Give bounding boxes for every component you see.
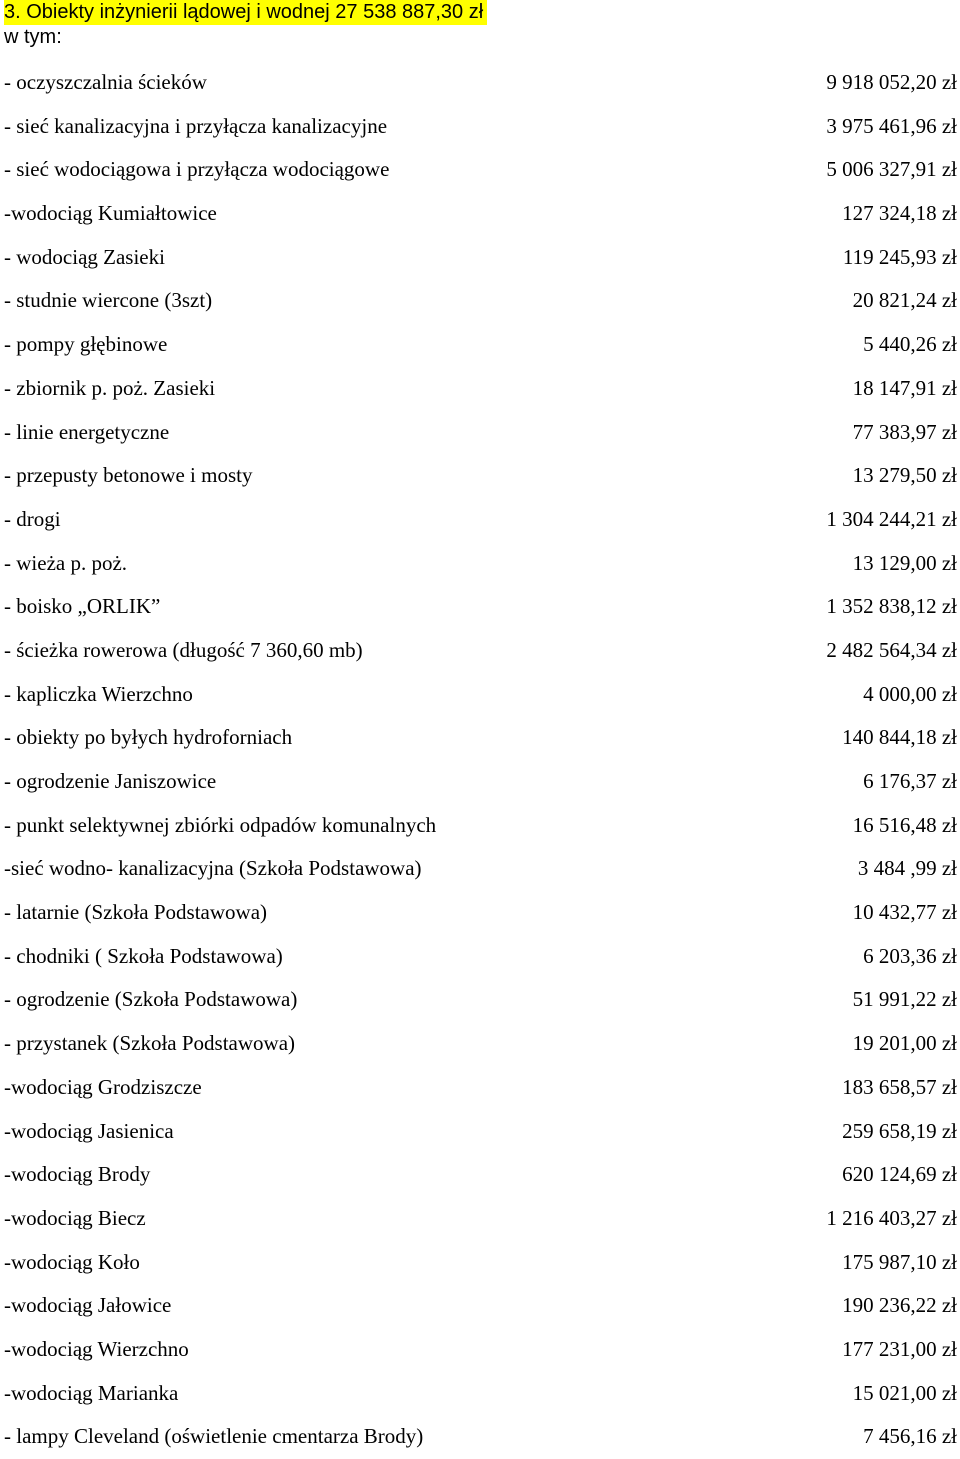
item-value: 1 304 244,21 zł bbox=[826, 506, 957, 531]
list-item bbox=[4, 1372, 957, 1416]
list-item bbox=[4, 323, 957, 367]
item-label: - linie energetyczne bbox=[4, 419, 170, 444]
list-item bbox=[4, 1241, 957, 1285]
item-label: - przystanek (Szkoła Podstawowa) bbox=[4, 1031, 296, 1056]
item-label: - zbiornik p. poż. Zasieki bbox=[4, 375, 216, 400]
list-item bbox=[4, 716, 957, 760]
list-item bbox=[4, 1153, 957, 1197]
item-label: - chodniki ( Szkoła Podstawowa) bbox=[4, 943, 283, 968]
list-item bbox=[4, 1284, 957, 1328]
item-label: - boisko „ORLIK” bbox=[4, 594, 161, 619]
item-value: 16 516,48 zł bbox=[852, 812, 957, 837]
item-label: - lampy Cleveland (oświetlenie cmentarza Brody) bbox=[4, 1424, 424, 1449]
list-item bbox=[4, 61, 957, 105]
item-value: 1 352 838,12 zł bbox=[826, 594, 957, 619]
item-label: -wodociąg Koło bbox=[4, 1249, 140, 1274]
item-value: 1 216 403,27 zł bbox=[826, 1205, 957, 1230]
item-value: 190 236,22 zł bbox=[842, 1293, 957, 1318]
list-item bbox=[4, 1328, 957, 1372]
list-item bbox=[4, 1415, 957, 1459]
item-value: 177 231,00 zł bbox=[842, 1336, 957, 1361]
list-item bbox=[4, 148, 957, 192]
item-value: 13 279,50 zł bbox=[852, 463, 957, 488]
item-value: 3 484 ,99 zł bbox=[857, 856, 957, 881]
list-item bbox=[4, 935, 957, 979]
item-label: - sieć kanalizacyjna i przyłącza kanalizacyjne bbox=[4, 113, 388, 138]
item-value: 620 124,69 zł bbox=[842, 1162, 957, 1187]
item-value: 3 975 461,96 zł bbox=[826, 113, 957, 138]
item-label: -wodociąg Marianka bbox=[4, 1380, 179, 1405]
list-item bbox=[4, 367, 957, 411]
item-label: -wodociąg Biecz bbox=[4, 1205, 146, 1230]
item-value: 5 440,26 zł bbox=[863, 332, 957, 357]
item-value: 51 991,22 zł bbox=[852, 987, 957, 1012]
item-label: - ścieżka rowerowa (długość 7 360,60 mb) bbox=[4, 637, 363, 662]
list-item bbox=[4, 1110, 957, 1154]
item-value: 175 987,10 zł bbox=[842, 1249, 957, 1274]
item-label: - wodociąg Zasieki bbox=[4, 244, 165, 269]
list-item bbox=[4, 236, 957, 280]
list-item bbox=[4, 1022, 957, 1066]
item-label: -wodociąg Brody bbox=[4, 1162, 151, 1187]
item-value: 20 821,24 zł bbox=[852, 288, 957, 313]
item-label: -wodociąg Grodziszcze bbox=[4, 1074, 202, 1099]
item-label: - kapliczka Wierzchno bbox=[4, 681, 193, 706]
list-item bbox=[4, 454, 957, 498]
section-title: 3. Obiekty inżynierii lądowej i wodnej 27 538 887,30 zł bbox=[4, 0, 487, 25]
list-item bbox=[4, 192, 957, 236]
list-item bbox=[4, 1066, 957, 1110]
asset-list bbox=[4, 61, 957, 1459]
item-value: 259 658,19 zł bbox=[842, 1118, 957, 1143]
item-value: 127 324,18 zł bbox=[842, 201, 957, 226]
section-header bbox=[4, 0, 954, 50]
item-label: -wodociąg Jałowice bbox=[4, 1293, 172, 1318]
item-label: - wieża p. poż. bbox=[4, 550, 128, 575]
list-item bbox=[4, 105, 957, 149]
item-label: - studnie wiercone (3szt) bbox=[4, 288, 213, 313]
list-item bbox=[4, 411, 957, 455]
item-value: 9 918 052,20 zł bbox=[826, 70, 957, 94]
item-value: 18 147,91 zł bbox=[852, 375, 957, 400]
item-value: 140 844,18 zł bbox=[842, 725, 957, 750]
item-value: 119 245,93 zł bbox=[842, 244, 957, 269]
item-label: - latarnie (Szkoła Podstawowa) bbox=[4, 900, 268, 925]
list-item bbox=[4, 891, 957, 935]
item-label: - drogi bbox=[4, 506, 61, 531]
list-item bbox=[4, 498, 957, 542]
list-item bbox=[4, 629, 957, 673]
list-item bbox=[4, 585, 957, 629]
item-value: 19 201,00 zł bbox=[852, 1031, 957, 1056]
item-value: 7 456,16 zł bbox=[863, 1424, 957, 1449]
section-subtitle: w tym: bbox=[4, 26, 62, 48]
item-label: -wodociąg Wierzchno bbox=[4, 1336, 189, 1361]
item-value: 10 432,77 zł bbox=[852, 900, 957, 925]
item-value: 15 021,00 zł bbox=[852, 1380, 957, 1405]
list-item bbox=[4, 804, 957, 848]
item-label: - ogrodzenie Janiszowice bbox=[4, 769, 217, 793]
item-label: - przepusty betonowe i mosty bbox=[4, 463, 253, 488]
list-item bbox=[4, 760, 957, 804]
item-label: -wodociąg Jasienica bbox=[4, 1118, 174, 1143]
list-item bbox=[4, 279, 957, 323]
list-item bbox=[4, 847, 957, 891]
item-label: -wodociąg Kumiałtowice bbox=[4, 201, 217, 226]
item-value: 13 129,00 zł bbox=[852, 550, 957, 575]
item-value: 6 176,37 zł bbox=[863, 769, 957, 793]
list-item bbox=[4, 978, 957, 1022]
item-label: - pompy głębinowe bbox=[4, 332, 168, 357]
item-label: - ogrodzenie (Szkoła Podstawowa) bbox=[4, 987, 298, 1012]
item-value: 77 383,97 zł bbox=[852, 419, 957, 444]
list-item bbox=[4, 673, 957, 717]
item-label: - punkt selektywnej zbiórki odpadów komunalnych bbox=[4, 812, 437, 837]
item-label: - obiekty po byłych hydroforniach bbox=[4, 725, 293, 750]
item-value: 2 482 564,34 zł bbox=[826, 637, 957, 662]
list-item bbox=[4, 542, 957, 586]
item-value: 4 000,00 zł bbox=[863, 681, 957, 706]
item-label: -sieć wodno- kanalizacyjna (Szkoła Podstawowa) bbox=[4, 856, 422, 881]
item-value: 183 658,57 zł bbox=[842, 1074, 957, 1099]
item-label: - sieć wodociągowa i przyłącza wodociągowe bbox=[4, 157, 390, 182]
item-label: - oczyszczalnia ścieków bbox=[4, 70, 207, 94]
item-value: 5 006 327,91 zł bbox=[826, 157, 957, 182]
item-value: 6 203,36 zł bbox=[863, 943, 957, 968]
list-item bbox=[4, 1197, 957, 1241]
